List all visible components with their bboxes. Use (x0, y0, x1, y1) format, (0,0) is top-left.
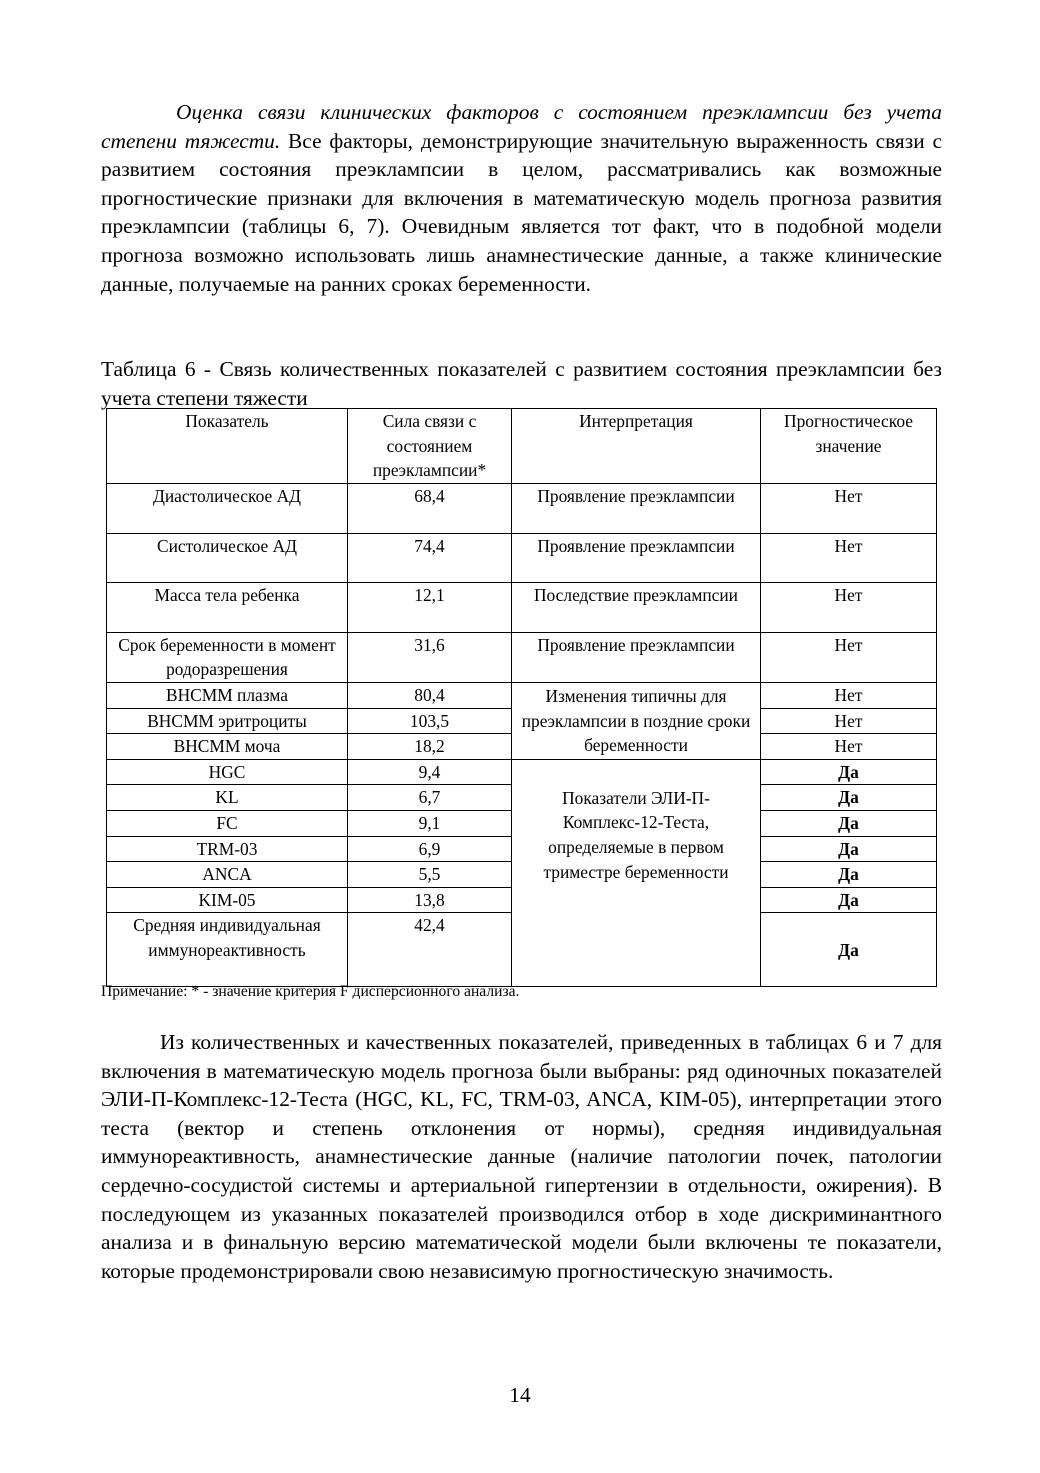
cell-indicator: Масса тела ребенка (107, 583, 348, 633)
cell-strength: 5,5 (348, 862, 512, 888)
cell-prognostic: Да (761, 887, 937, 913)
cell-indicator: HGC (107, 759, 348, 785)
cell-strength: 42,4 (348, 913, 512, 987)
conclusion-paragraph: Из количественных и качественных показателей, приведенных в таблицах 6 и 7 для включения в математическую модель прогноза были выбраны: ряд одиночных показателей ЭЛИ-П-Комплекс-12-Теста (HGC, KL, FC, TRM-03, ANCA, KIM-05), интерпретации этого теста (вектор и степень отклонения от нормы), средняя индивидуальная иммунореактивность, анамнестические данные (наличие патологии почек, патологии сердечно-сосудистой системы и артериальной гипертензии в отдельности, ожирения). В последующем из указанных показателей производился отбор в ходе дискриминантного анализа и в финальную версию математической модели были включены те показатели, которые продемонстрировали свою независимую прогностическую значимость. (101, 1030, 942, 1283)
page-number: 14 (509, 1383, 531, 1407)
data-table (106, 408, 937, 987)
cell-strength: 13,8 (348, 887, 512, 913)
cell-prognostic: Нет (761, 484, 937, 534)
cell-prognostic: Нет (761, 583, 937, 633)
cell-indicator: KL (107, 785, 348, 811)
table-row (107, 583, 937, 633)
cell-prognostic: Да (761, 810, 937, 836)
cell-indicator: Срок беременности в момент родоразрешения (107, 632, 348, 682)
cell-indicator: ANCA (107, 862, 348, 888)
cell-indicator: Диастолическое АД (107, 484, 348, 534)
cell-prognostic: Нет (761, 533, 937, 583)
intro-paragraph (101, 98, 942, 298)
cell-indicator: KIM-05 (107, 887, 348, 913)
cell-interpretation-eli (512, 759, 761, 987)
header-prognostic: Прогностическое значение (761, 409, 937, 484)
cell-strength: 6,7 (348, 785, 512, 811)
table-row (107, 533, 937, 583)
cell-strength: 18,2 (348, 734, 512, 760)
cell-indicator: Средняя индивидуальная иммунореактивность (107, 913, 348, 987)
cell-prognostic: Нет (761, 708, 937, 734)
cell-indicator: ВНСММ моча (107, 734, 348, 760)
cell-indicator: TRM-03 (107, 836, 348, 862)
cell-strength: 6,9 (348, 836, 512, 862)
cell-prognostic: Да (761, 836, 937, 862)
table-header-row (107, 409, 937, 484)
cell-interpretation: Последствие преэклампсии (512, 583, 761, 633)
cell-interpretation: Проявление преэклампсии (512, 484, 761, 534)
cell-interpretation-vnsmm: Изменения типичны для преэклампсии в поздние сроки беременности (512, 682, 761, 759)
cell-interpretation: Проявление преэклампсии (512, 632, 761, 682)
cell-prognostic: Нет (761, 734, 937, 760)
cell-indicator: ВНСММ эритроциты (107, 708, 348, 734)
cell-indicator: FC (107, 810, 348, 836)
cell-interpretation: Проявление преэклампсии (512, 533, 761, 583)
cell-prognostic: Да (761, 862, 937, 888)
header-interpretation: Интерпретация (512, 409, 761, 484)
table-row (107, 682, 937, 708)
cell-strength: 9,4 (348, 759, 512, 785)
table-row (107, 484, 937, 534)
cell-prognostic: Нет (761, 632, 937, 682)
cell-prognostic: Да (761, 759, 937, 785)
cell-strength: 74,4 (348, 533, 512, 583)
cell-strength: 80,4 (348, 682, 512, 708)
cell-strength: 9,1 (348, 810, 512, 836)
cell-prognostic: Да (761, 913, 937, 987)
table-caption: Таблица 6 - Связь количественных показателей с развитием состояния преэклампсии без учета степени тяжести (101, 357, 942, 410)
cell-strength: 31,6 (348, 632, 512, 682)
header-indicator: Показатель (107, 409, 348, 484)
paragraph-lead-italic: Оценка связи клинических факторов с состоянием преэклампсии без учета степени тяжести. (101, 100, 942, 153)
cell-prognostic: Нет (761, 682, 937, 708)
cell-prognostic: Да (761, 785, 937, 811)
table-row (107, 632, 937, 682)
header-strength: Сила связи с состоянием преэклампсии* (348, 409, 512, 484)
eli-interpretation-text: Показатели ЭЛИ-П-Комплекс-12-Теста, определяемые в первом триместре беременности (543, 787, 729, 882)
cell-strength: 12,1 (348, 583, 512, 633)
cell-strength: 103,5 (348, 708, 512, 734)
cell-strength: 68,4 (348, 484, 512, 534)
table-row (107, 759, 937, 785)
paragraph-body: Все факторы, демонстрирующие значительную выраженность связи с развитием состояния преэклампсии в целом, рассматривались как возможные прогностические признаки для включения в математическую модель прогноза развития преэклампсии (таблицы 6, 7). Очевидным является тот факт, что в подобной модели прогноза возможно использовать лишь анамнестические данные, а также клинические данные, получаемые на ранних сроках беременности. (101, 128, 942, 296)
cell-indicator: Систолическое АД (107, 533, 348, 583)
cell-indicator: ВНСММ плазма (107, 682, 348, 708)
table-note: Примечание: * - значение критерия F дисперсионного анализа. (101, 983, 520, 1000)
